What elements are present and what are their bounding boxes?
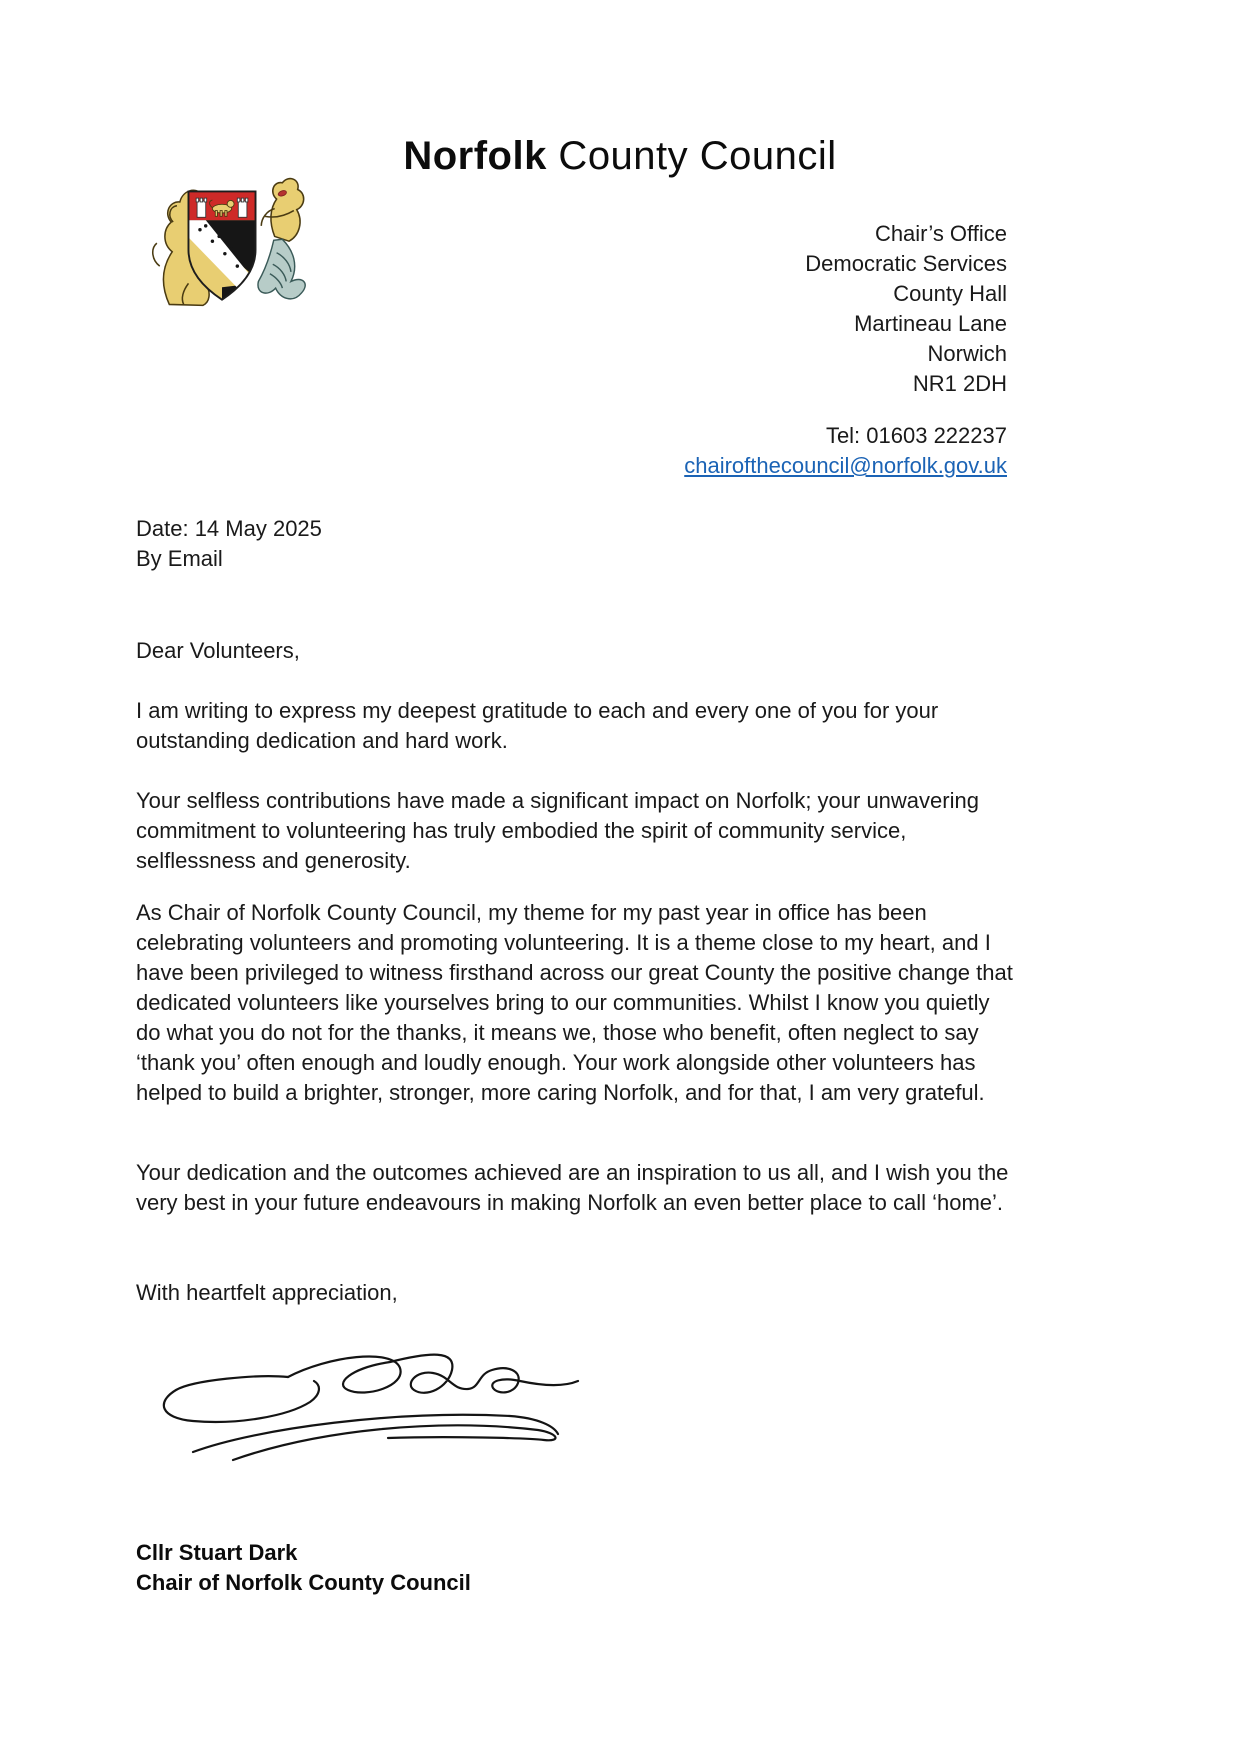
signatory-title: Chair of Norfolk County Council: [136, 1570, 471, 1595]
sender-address: [805, 219, 1007, 399]
address-line: Chair’s Office: [874, 221, 1007, 246]
date-line: Date: 14 May 2025: [136, 516, 322, 541]
closing-line: With heartfelt appreciation,: [136, 1280, 398, 1305]
signature: [138, 1332, 588, 1487]
address-line: Martineau Lane: [854, 311, 1007, 336]
paragraph-4: Your dedication and the outcomes achieved are an inspiration to us all, and I wish you the very best in your future endeavours in making Norfolk an even better place to call ‘home’.: [136, 1160, 1009, 1215]
coat-of-arms-icon: [131, 160, 313, 310]
date-block: [136, 514, 322, 574]
salutation: Dear Volunteers,: [136, 638, 300, 663]
paragraph-3: As Chair of Norfolk County Council, my theme for my past year in office has been celebrating volunteers and promoting volunteering. It is a theme close to my heart, and I have been privileged to witness firsthand across our great County the positive change that dedicated volunteers like yourselves bring to our communities. Whilst I know you quietly do what you do not for the thanks, it means we, those who benefit, often neglect to say ‘thank you’ often enough and loudly enough. Your work alongside other volunteers has helped to build a brighter, stronger, more caring Norfolk, and for that, I am very grateful.: [136, 900, 1013, 1105]
page-title: [0, 134, 1240, 179]
address-line: County Hall: [893, 281, 1007, 306]
council-crest-logo: [131, 160, 313, 310]
signatory-block: [136, 1538, 471, 1598]
paragraph-1: I am writing to express my deepest gratitude to each and every one of you for your outstanding dedication and hard work.: [136, 698, 939, 753]
page-title-rest: County Council: [546, 134, 837, 178]
page-title-bold: Norfolk: [403, 134, 547, 178]
paragraph-2: Your selfless contributions have made a significant impact on Norfolk; your unwavering commitment to volunteering has truly embodied the spirit of community service, selflessness and generosity.: [136, 788, 979, 873]
signatory-name: Cllr Stuart Dark: [136, 1540, 298, 1565]
address-line: NR1 2DH: [912, 371, 1007, 396]
email-link[interactable]: chairofthecouncil@norfolk.gov.uk: [684, 453, 1007, 478]
telephone-line: Tel: 01603 222237: [825, 423, 1007, 448]
address-line: Norwich: [927, 341, 1007, 366]
signature-scrawl-icon: [138, 1332, 588, 1487]
delivery-method: By Email: [136, 546, 223, 571]
address-line: Democratic Services: [805, 251, 1007, 276]
contact-block: [684, 421, 1007, 481]
